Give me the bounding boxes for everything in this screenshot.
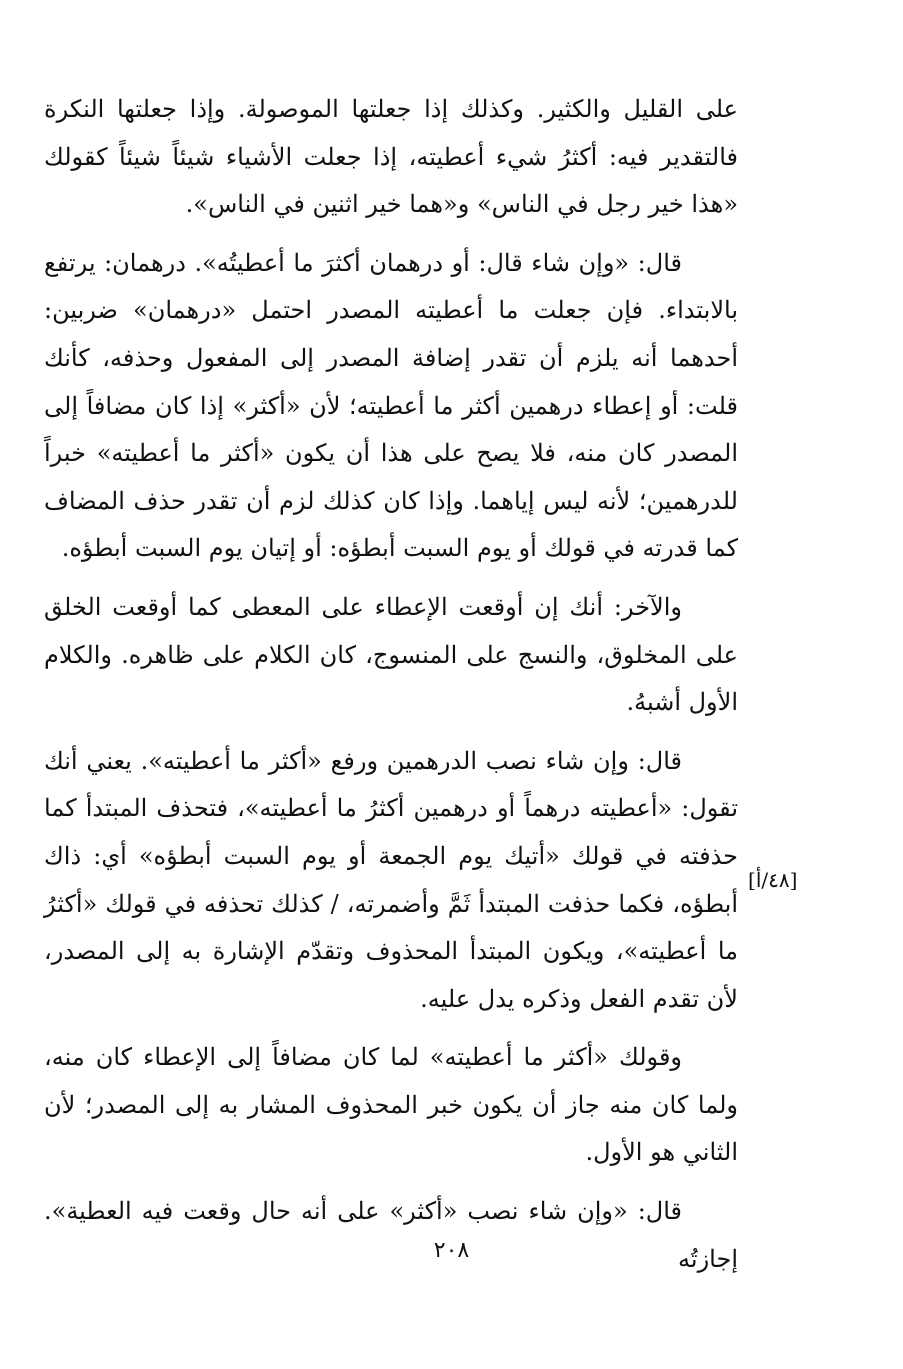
paragraph-5: وقولك «أكثر ما أعطيته» لما كان مضافاً إلى الإعطاء كان منه، ولما كان منه جاز أن يكون خبر المحذوف المشار به إلى المصدر؛ لأن الثاني هو الأول. — [44, 1043, 738, 1167]
paragraph-3: والآخر: أنك إن أوقعت الإعطاء على المعطى كما أوقعت الخلق على المخلوق، والنسج على المنسوج، كان الكلام على ظاهره. والكلام الأول أشبهُ. — [44, 592, 738, 717]
paragraph-6: قال: «وإن شاء نصب «أكثر» على أنه حال وقعت فيه العطية». إجازتُه — [44, 1197, 738, 1273]
body-text — [44, 86, 738, 1294]
paragraph-4: قال: وإن شاء نصب الدرهمين ورفع «أكثر ما أعطيته». يعني أنك تقول: «أعطيته درهماً أو درهمين أكثرُ ما أعطيته»، فتحذف المبتدأ كما حذفته في قولك «أتيك يوم الجمعة أو يوم السبت أبطؤه» أي: ذاك أبطؤه، فكما حذفت المبتدأ ثَمَّ وأضمرته، / كذلك تحذفه في قولك «أكثرُ ما أعطيته»، ويكون المبتدأ المحذوف وتقدّم الإشارة به إلى المصدر، لأن تقدم الفعل وذكره يدل عليه. — [44, 746, 738, 1013]
paragraph-1: على القليل والكثير. وكذلك إذا جعلتها الموصولة. وإذا جعلتها النكرة فالتقدير فيه: أكثرُ شيء أعطيته، إذا جعلت الأشياء شيئاً شيئاً كقولك «هذا خير رجل في الناس» و«هما خير اثنين في الناس». — [44, 95, 738, 219]
paragraph-2: قال: «وإن شاء قال: أو درهمان أكثرَ ما أعطيتُه». درهمان: يرتفع بالابتداء. فإن جعلت ما أعطيته المصدر احتمل «درهمان» ضربين: أحدهما أنه يلزم أن تقدر إضافة المصدر إلى المفعول وحذفه، كأنك قلت: أو إعطاء درهمين أكثر ما أعطيته؛ لأن «أكثر» إذا كان مضافاً إلى المصدر كان منه، فلا يصح على هذا أن يكون «أكثر ما أعطيته» خبراً للدرهمين؛ لأنه ليس إياهما. وإذا كان كذلك لزم أن تقدر حذف المضاف كما قدرته في قولك أو يوم السبت أبطؤه: أو إتيان يوم السبت أبطؤه. — [44, 248, 738, 563]
folio-marker: [٤٨/أ] — [748, 868, 798, 892]
page-number: ٢٠٨ — [433, 1238, 470, 1263]
